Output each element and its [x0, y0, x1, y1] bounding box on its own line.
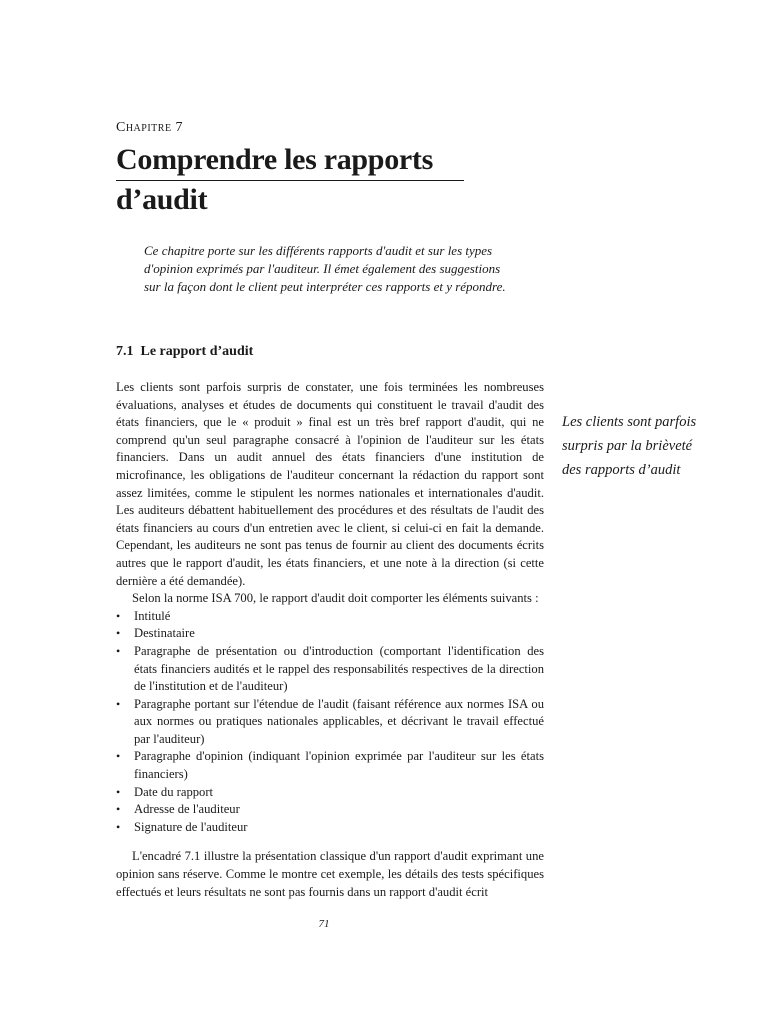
- chapter-title: Comprendre les rapports d’audit: [116, 143, 433, 216]
- paragraph: L'encadré 7.1 illustre la présentation classique d'un rapport d'audit exprimant une opinion sans réserve. Comme le montre cet exemple, les détails des tests spécifiques effectués et leurs résultats ne sont pas fournis dans un rapport d'audit écrit: [116, 849, 544, 899]
- bullet-icon: •: [116, 608, 121, 623]
- section-heading: [116, 344, 253, 360]
- list-item: • Destinataire: [116, 625, 544, 643]
- list-item: • Paragraphe d'opinion (indiquant l'opinion exprimée par l'auditeur sur les états financiers): [116, 749, 544, 782]
- list-item: • Date du rapport: [116, 784, 544, 802]
- chapter-intro: Ce chapitre porte sur les différents rapports d'audit et sur les types d'opinion exprimés par l'auditeur. Il émet également des suggestions sur la façon dont le client peut interpréter ces rapports et y répondre.: [144, 243, 506, 294]
- page-number: 71: [318, 918, 330, 930]
- bullet-icon: •: [116, 643, 121, 658]
- bullet-icon: •: [116, 696, 121, 711]
- bullet-icon: •: [116, 784, 121, 799]
- paragraph: Selon la norme ISA 700, le rapport d'audit doit comporter les éléments suivants :: [132, 591, 539, 606]
- bullet-icon: •: [116, 749, 121, 764]
- element-list: [116, 608, 544, 837]
- list-item: • Adresse de l'auditeur: [116, 801, 544, 819]
- bullet-icon: •: [116, 802, 121, 817]
- margin-note: Les clients sont parfois surpris par la brièveté des rapports d’audit: [562, 414, 697, 478]
- body-text: [116, 379, 544, 901]
- section-number: 7.1: [116, 344, 134, 359]
- chapter-label: Chapitre 7: [116, 120, 184, 135]
- list-item: • Paragraphe portant sur l'étendue de l'audit (faisant référence aux normes ISA ou aux normes ou pratiques nationales applicables, et décrivant le travail effectué par l'auditeur): [116, 696, 544, 746]
- bullet-icon: •: [116, 626, 121, 641]
- title-rule: [116, 180, 464, 181]
- list-item: • Intitulé: [116, 608, 544, 626]
- list-item: • Paragraphe de présentation ou d'introduction (comportant l'identification des états financiers audités et le rappel des responsabilités respectives de la direction de l'institution et de l'auditeur): [116, 643, 544, 694]
- paragraph: Les clients sont parfois surpris de constater, une fois terminées les nombreuses évaluations, analyses et études de documents qui constituent le travail d'audit des états financiers, que le « produit » final est un très bref rapport d'audit, qui ne comprend qu'un seul paragraphe consacré à l'opinion de l'auditeur sur les états financiers. Dans un audit annuel des états financiers d'une institution de microfinance, les obligations de l'auditeur concernant la rédaction du rapport sont assez limitées, comme le stipulent les normes nationales et internationales d'audit. Les auditeurs débattent habituellement des procédures et des résultats de l'audit des états financiers au cours d'un entretien avec le client, si celui-ci en fait la demande. Cependant, les auditeurs ne sont pas tenus de fournir au client des documents écrits autres que le rapport d'audit, les états financiers, et une note à la direction (si cette dernière a été demandée).: [116, 380, 544, 588]
- list-item: • Signature de l'auditeur: [116, 819, 544, 837]
- bullet-icon: •: [116, 819, 121, 834]
- section-title: Le rapport d’audit: [140, 344, 254, 359]
